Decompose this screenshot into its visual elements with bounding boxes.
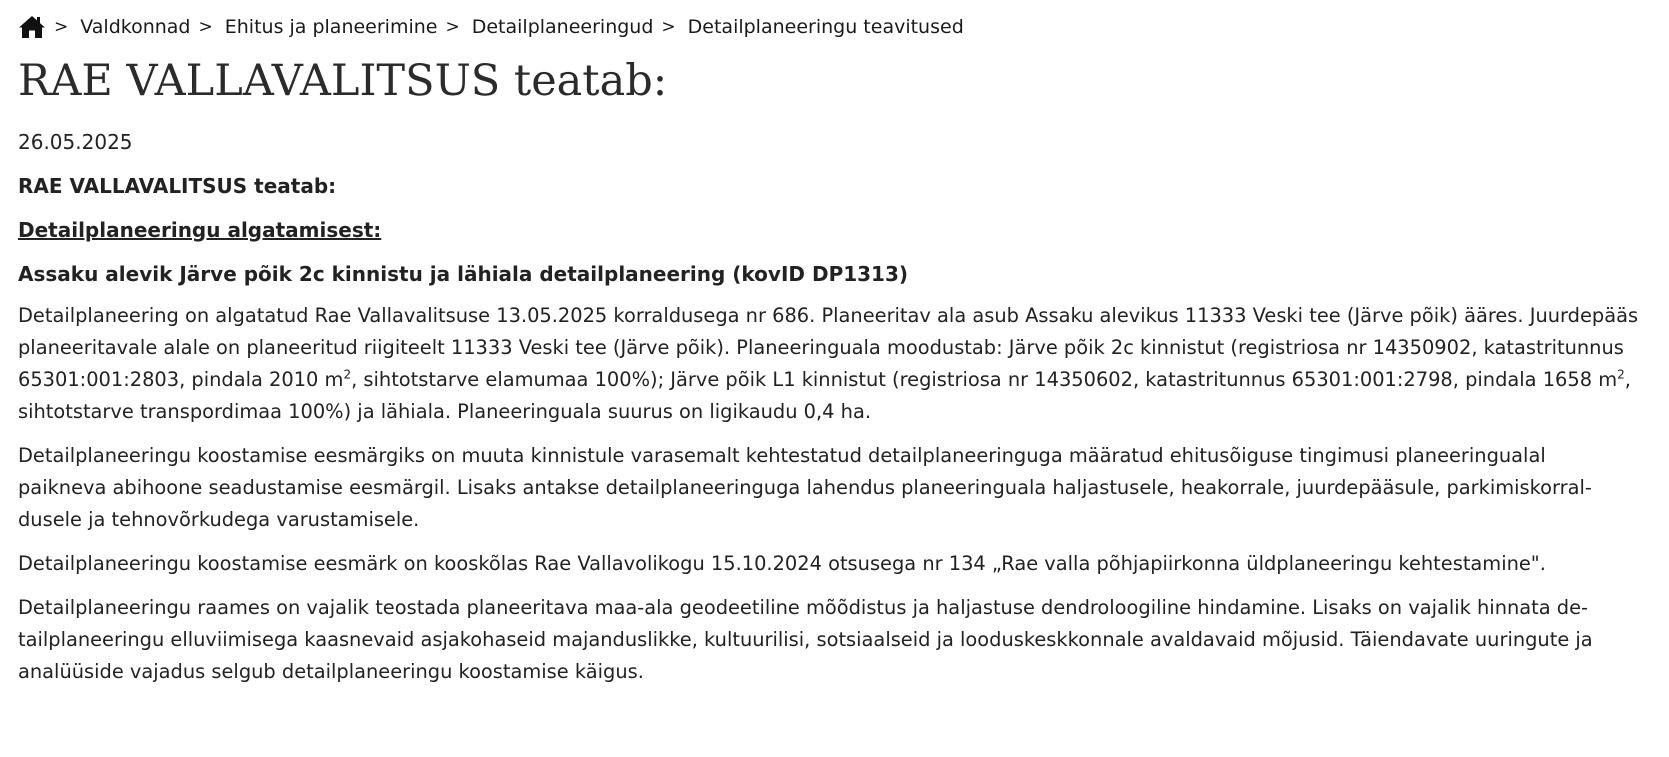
breadcrumb-separator: > bbox=[198, 17, 213, 37]
breadcrumb-valdkonnad[interactable]: Valdkonnad bbox=[80, 16, 191, 38]
breadcrumb-current-page: Detailplaneeringu teavitused bbox=[687, 16, 964, 38]
paragraph-1-text-a: Detailplaneering on algatatud Rae Vallavalitsuse 13.05.2025 korraldusega nr 686. Planeeritav ala asub Assaku alevikus 11333 Veski tee (Järve põik) ääres. Juurdepääs planeeritavale alale on planeeritud riigiteelt 11333 Veski tee (Järve põik). Planeeringuala moodustab: Järve põik 2c kinnistut (registriosa nr 14350902, katastritunnus 65301:001:2803, pindala 2010 m bbox=[18, 304, 1639, 391]
page-title: RAE VALLAVALITSUS teatab: bbox=[18, 56, 668, 106]
home-icon bbox=[18, 15, 46, 39]
breadcrumb-ehitus-ja-planeerimine[interactable]: Ehitus ja planeerimine bbox=[224, 16, 438, 38]
paragraph-4: Detailplaneeringu raames on vajalik teostada planeeritava maa-ala geodeetiline mõõdistus ja haljastuse dendroloogiline hindamine. Lisaks on vajalik hinnata detailplaneeringu elluviimisega kaasnevaid asjakohaseid majanduslikke, kultuurilisi, sotsiaalseid ja looduskeskkonnale avaldavaid mõjusid. Täiendavate uuringute ja analüüside vajadus selgub detailplaneeringu koostamise käigus. bbox=[18, 596, 1593, 683]
breadcrumb-separator: > bbox=[445, 17, 460, 37]
superscript-2: 2 bbox=[343, 367, 352, 382]
breadcrumb-detailplaneeringud[interactable]: Detailplaneeringud bbox=[471, 16, 654, 38]
superscript-2: 2 bbox=[1617, 367, 1625, 382]
announcer-line: RAE VALLAVALITSUS teatab: bbox=[18, 174, 337, 198]
paragraph-2: Detailplaneeringu koostamise eesmärgiks on muuta kinnistule varasemalt kehtestatud detailplaneeringuga määratud ehitusõiguse tingimusi planeeringualal paikneva abihoone seadustamise eesmärgil. Lisaks antakse detailplaneeringuga lahendus planeeringuala haljastusele, heakorrale, juurdepääsule, parkimiskorraldusele ja tehnovõrkudega varustamisele. bbox=[18, 444, 1592, 531]
paragraph-1-text-b: , sihtotstarve elamumaa 100%); Järve põik L1 kinnistut (registriosa nr 14350602, katastritunnus 65301:001:2798, pindala 1658 m bbox=[351, 368, 1618, 391]
paragraph-1 bbox=[18, 300, 1640, 428]
breadcrumb-home-link[interactable] bbox=[18, 15, 46, 39]
publish-date: 26.05.2025 bbox=[18, 130, 133, 154]
section-heading: Detailplaneeringu algatamisest: bbox=[18, 218, 382, 242]
plan-title: Assaku alevik Järve põik 2c kinnistu ja lähiala detailplaneering (kovID DP1313) bbox=[18, 262, 909, 286]
paragraph-3: Detailplaneeringu koostamise eesmärk on kooskõlas Rae Vallavolikogu 15.10.2024 otsusega nr 134 „Rae valla põhjapiirkonna üldplaneeringu kehtestamine". bbox=[18, 552, 1546, 575]
breadcrumb-separator: > bbox=[661, 17, 676, 37]
breadcrumb bbox=[18, 12, 1640, 42]
breadcrumb-separator: > bbox=[54, 17, 69, 37]
paragraph-1-text-c: , sihtotstarve transpordimaa 100%) ja lähiala. Planeeringuala suurus on ligikaudu 0,4 ha. bbox=[18, 368, 1631, 423]
